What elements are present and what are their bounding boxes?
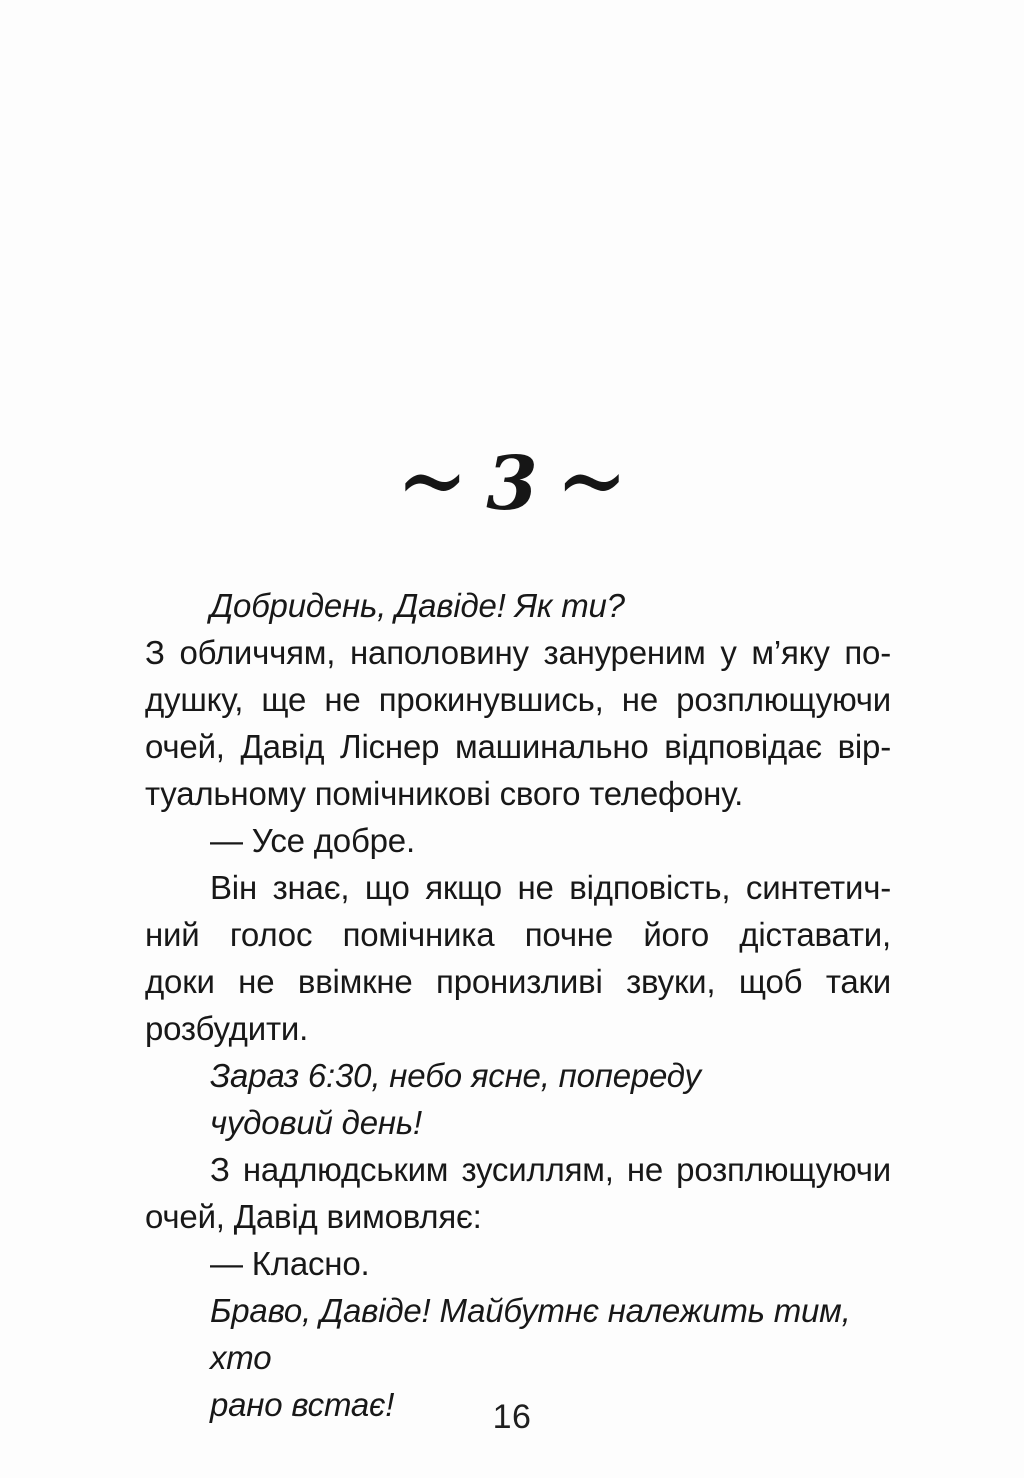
text-line: розбудити. bbox=[145, 1010, 309, 1047]
chapter-marker bbox=[0, 417, 1024, 543]
text-line: очей, Давід Ліснер машинально відповідає вір- bbox=[145, 728, 891, 765]
text-line: Добридень, Давіде! Як ти? bbox=[210, 587, 625, 624]
text-line: чудовий день! bbox=[210, 1104, 422, 1141]
text-line: туальному помічникові свого телефону. bbox=[145, 775, 744, 812]
text-line: очей, Давід вимовляє: bbox=[145, 1198, 482, 1235]
chapter-ornament-left: ~ bbox=[396, 417, 469, 543]
text-line: Він знає, що якщо не відповість, синтетич- bbox=[210, 869, 891, 906]
text-line: — Усе добре. bbox=[210, 822, 415, 859]
text-line: З обличчям, наполовину зануреним у м’яку по- bbox=[145, 634, 891, 671]
text-line: душку, ще не прокинувшись, не розплющуючи bbox=[145, 681, 891, 718]
text-line: Браво, Давіде! Майбутнє належить тим, хто bbox=[210, 1292, 851, 1376]
text-line: ний голос помічника почне його діставати, bbox=[145, 916, 891, 953]
page-number: 16 bbox=[492, 1398, 532, 1436]
chapter-number: 3 bbox=[486, 441, 538, 527]
text-line: рано встає! bbox=[210, 1386, 395, 1423]
text-line: З надлюдським зусиллям, не розплющуючи bbox=[210, 1151, 891, 1188]
chapter-ornament-right: ~ bbox=[555, 417, 628, 543]
text-line: доки не ввімкне пронизливі звуки, щоб таки bbox=[145, 963, 891, 1000]
text-line: Зараз 6:30, небо ясне, попереду bbox=[210, 1057, 701, 1094]
text-line: — Класно. bbox=[210, 1245, 370, 1282]
body-text bbox=[145, 582, 891, 1428]
